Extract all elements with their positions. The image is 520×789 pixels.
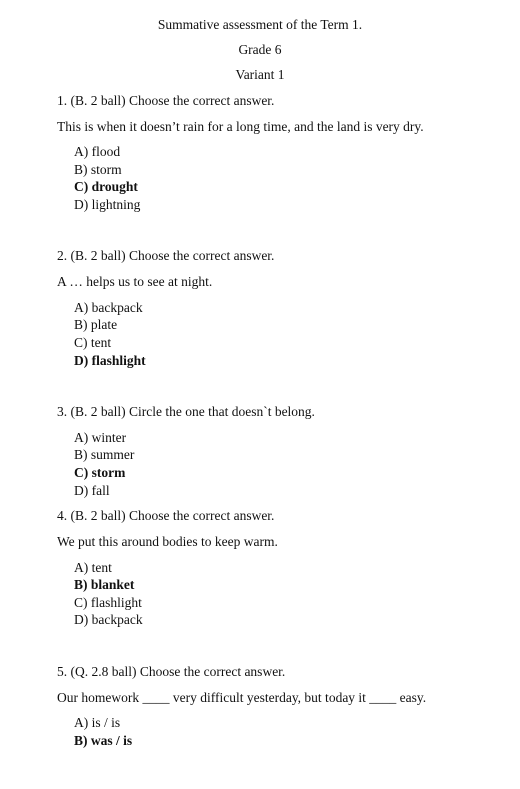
question-5-title: 5. (Q. 2.8 ball) Choose the correct answer. [57,664,286,679]
question-5-prompt: Our homework ____ very difficult yesterday, but today it ____ easy. [57,690,427,705]
question-1-title: 1. (B. 2 ball) Choose the correct answer. [57,93,275,108]
question-1-option-a: A) flood [74,144,121,159]
question-4-option-c: C) flashlight [74,595,142,610]
question-2-option-d-answer: D) flashlight [74,353,146,368]
question-4-option-a: A) tent [74,560,112,575]
question-3-option-a: A) winter [74,430,127,445]
question-2-option-a: A) backpack [74,300,143,315]
question-3-option-b: B) summer [74,447,135,462]
question-1-option-b: B) storm [74,162,122,177]
question-1-prompt: This is when it doesn’t rain for a long time, and the land is very dry. [57,119,424,134]
question-2-prompt: A … helps us to see at night. [57,274,213,289]
variant-label: Variant 1 [235,67,285,82]
question-4-prompt: We put this around bodies to keep warm. [57,534,278,549]
question-4-option-b-answer: B) blanket [74,577,135,592]
question-3-title: 3. (B. 2 ball) Circle the one that doesn`t belong. [57,404,315,419]
question-1-option-d: D) lightning [74,197,141,212]
question-5-option-b-answer: B) was / is [74,733,133,748]
question-3-option-c-answer: C) storm [74,465,126,480]
question-1-option-c-answer: C) drought [74,179,138,194]
question-4-title: 4. (B. 2 ball) Choose the correct answer. [57,508,275,523]
question-2-title: 2. (B. 2 ball) Choose the correct answer. [57,248,275,263]
document-title: Summative assessment of the Term 1. [157,17,363,32]
question-4-option-d: D) backpack [74,612,143,627]
question-5-option-a: A) is / is [74,715,121,730]
question-2-option-c: C) tent [74,335,112,350]
grade-label: Grade 6 [238,42,282,57]
question-2-option-b: B) plate [74,317,118,332]
question-3-option-d: D) fall [74,483,110,498]
